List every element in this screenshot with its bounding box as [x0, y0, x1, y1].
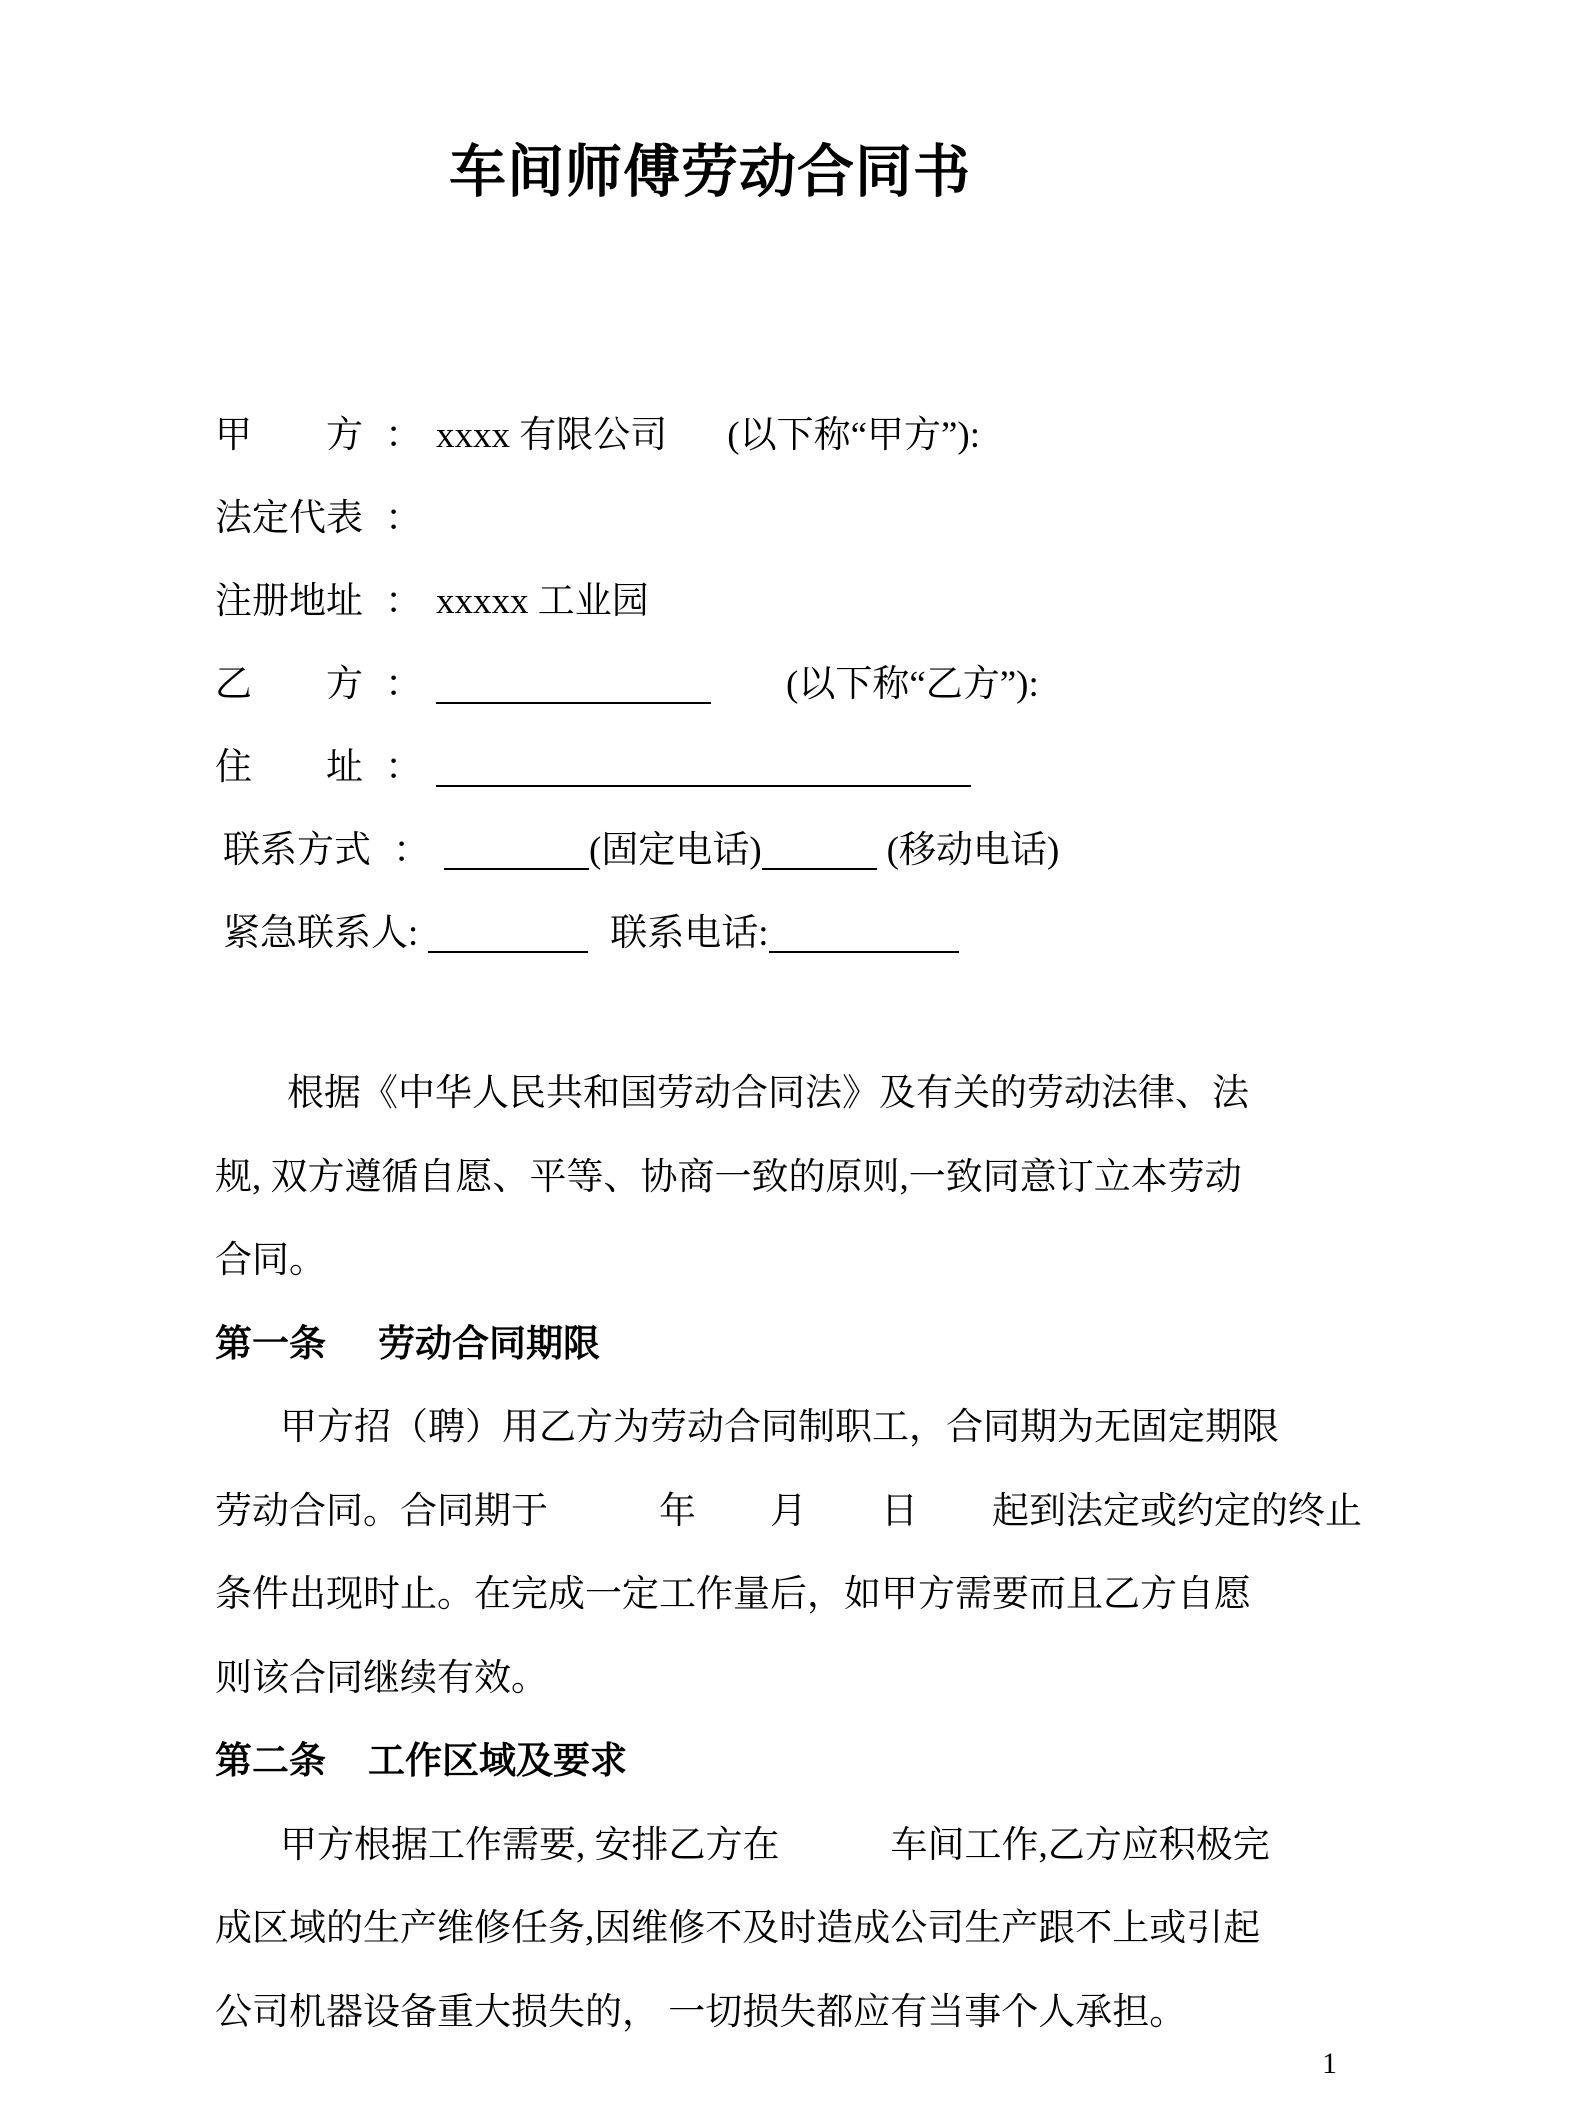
registered-address-colon: ： — [385, 581, 422, 622]
mobile-phone-blank-line — [762, 831, 877, 870]
preamble-line: 规, 双方遵循自愿、平等、协商一致的原则,一致同意订立本劳动 — [215, 1156, 1242, 1198]
party-b-row — [215, 643, 1415, 726]
legal-representative-colon: ： — [385, 498, 422, 539]
contact-info-row — [215, 809, 1415, 892]
party-info-block — [215, 394, 1415, 975]
emergency-phone-blank-line — [769, 914, 959, 953]
article-2-line: 公司机器设备重大损失的， 一切损失都应有当事个人承担。 — [215, 1991, 1187, 2033]
party-a-row — [215, 394, 1415, 477]
contact-info-label: 联系方式 — [223, 830, 371, 871]
home-address-label: 住 址 — [215, 747, 363, 788]
page-number: 1 — [1322, 2047, 1337, 2080]
party-a-label: 甲 方 — [215, 415, 363, 456]
article-1-heading — [215, 1303, 1395, 1387]
article-1-line: 劳动合同。合同期于 年 月 日 起到法定或约定的终止 — [215, 1490, 1362, 1532]
party-a-colon: ： — [385, 415, 422, 456]
article-1-title: 劳动合同期限 — [378, 1323, 600, 1365]
fixed-phone-label: (固定电话) — [589, 830, 762, 871]
preamble-line: 合同。 — [215, 1240, 326, 1281]
party-b-alias-note: (以下称“乙方”): — [786, 664, 1039, 705]
party-b-colon: ： — [385, 664, 422, 705]
emergency-contact-label: 紧急联系人: — [223, 913, 419, 954]
article-1-line: 则该合同继续有效。 — [215, 1657, 548, 1699]
legal-representative-label: 法定代表 — [215, 498, 363, 539]
preamble-line: 根据《中华人民共和国劳动合同法》及有关的劳动法律、法 — [287, 1073, 1249, 1114]
home-address-row — [215, 726, 1415, 809]
article-2-heading — [215, 1720, 1395, 1804]
mobile-phone-label: (移动电话) — [886, 830, 1060, 871]
article-2-title: 工作区域及要求 — [368, 1741, 627, 1782]
article-1-line: 甲方招（聘）用乙方为劳动合同制职工，合同期为无固定期限 — [280, 1407, 1279, 1448]
registered-address-label: 注册地址 — [215, 581, 363, 622]
article-1-line: 条件出现时止。在完成一定工作量后，如甲方需要而且乙方自愿 — [215, 1574, 1251, 1615]
emergency-contact-row — [215, 892, 1415, 975]
emergency-phone-label: 联系电话: — [610, 913, 769, 954]
article-2-number: 第二条 — [215, 1741, 326, 1782]
party-b-label: 乙 方 — [215, 664, 363, 705]
party-a-alias-note: (以下称“甲方”): — [727, 415, 981, 456]
document-title: 车间师傅劳动合同书 — [449, 141, 971, 204]
article-1-number: 第一条 — [215, 1323, 326, 1365]
article-2-line: 甲方根据工作需要, 安排乙方在 车间工作,乙方应积极完 — [280, 1824, 1270, 1866]
fixed-phone-blank-line — [444, 831, 589, 870]
home-address-blank-line — [436, 748, 971, 787]
contract-body — [215, 1052, 1395, 2054]
article-2-line: 成区域的生产维修任务,因维修不及时造成公司生产跟不上或引起 — [215, 1908, 1261, 1949]
home-address-colon: ： — [385, 747, 422, 788]
party-b-name-blank-line — [436, 665, 711, 704]
contact-info-colon: ： — [393, 830, 430, 871]
registered-address-value: xxxxx 工业园 — [436, 581, 649, 622]
registered-address-row — [215, 560, 1415, 643]
legal-representative-row — [215, 477, 1415, 560]
emergency-contact-blank-line — [428, 914, 588, 953]
party-a-value: xxxx 有限公司 — [436, 415, 668, 456]
